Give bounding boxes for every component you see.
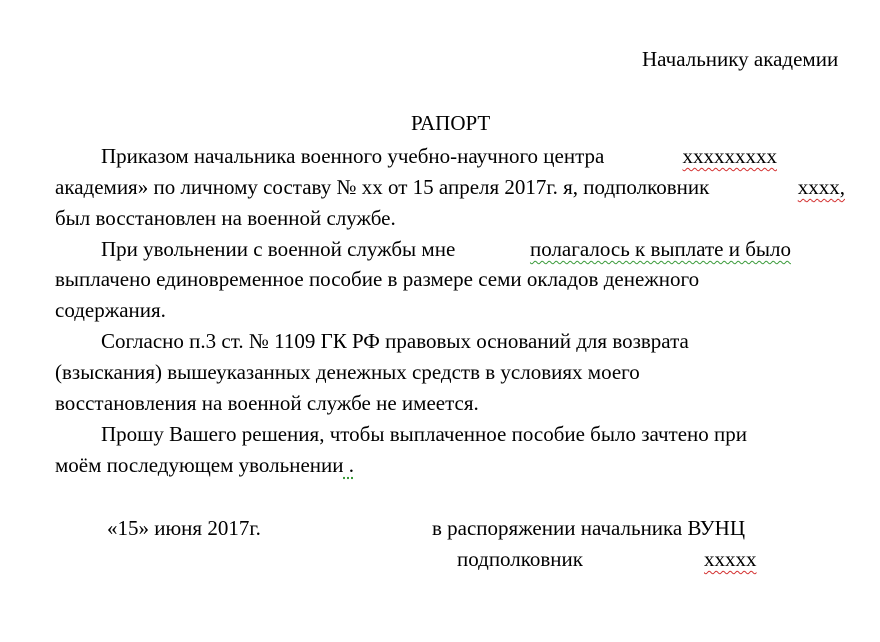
- p2-line1-marked: полагалось к выплате и было: [529, 237, 791, 261]
- p2-line1-text: При увольнении с военной службы мне: [101, 237, 456, 261]
- p4-line2-text: моём последующем увольнении: [55, 453, 344, 477]
- signer-rank: подполковник: [457, 547, 583, 571]
- report-date: «15» июня 2017г.: [107, 516, 261, 540]
- paragraph-4-line-2: [55, 450, 354, 481]
- paragraph-3-line-2: (взыскания) вышеуказанных денежных средств в условиях моего: [55, 360, 640, 384]
- signer-position: в распоряжении начальника ВУНЦ: [432, 516, 746, 540]
- p1-line1-text: Приказом начальника военного учебно-научного центра: [101, 144, 605, 168]
- paragraph-2-line-1: [101, 234, 791, 265]
- paragraph-3-line-3: восстановления на военной службе не имеется.: [55, 391, 479, 415]
- paragraph-2-line-3: содержания.: [55, 298, 166, 322]
- paragraph-1-line-3: был восстановлен на военной службе.: [55, 206, 396, 230]
- p1-line2-text: академия» по личному составу № хх от 15 апреля 2017г. я, подполковник: [55, 175, 710, 199]
- signer-name: ххххх: [704, 547, 757, 571]
- addressee: Начальнику академии: [642, 47, 839, 71]
- paragraph-3-line-1: Согласно п.3 ст. № 1109 ГК РФ правовых оснований для возврата: [101, 329, 689, 353]
- p4-line2-period: .: [343, 453, 354, 477]
- paragraph-2-line-2: выплачено единовременное пособие в размере семи окладов денежного: [55, 267, 700, 291]
- document-title: РАПОРТ: [411, 111, 491, 135]
- paragraph-1-line-2: [55, 172, 845, 203]
- p1-line1-redacted: ххххххххх: [682, 144, 777, 168]
- paragraph-1-line-1: [101, 141, 777, 172]
- paragraph-4-line-1: Прошу Вашего решения, чтобы выплаченное пособие было зачтено при: [101, 422, 748, 446]
- p1-line2-redacted: хххх,: [797, 175, 845, 199]
